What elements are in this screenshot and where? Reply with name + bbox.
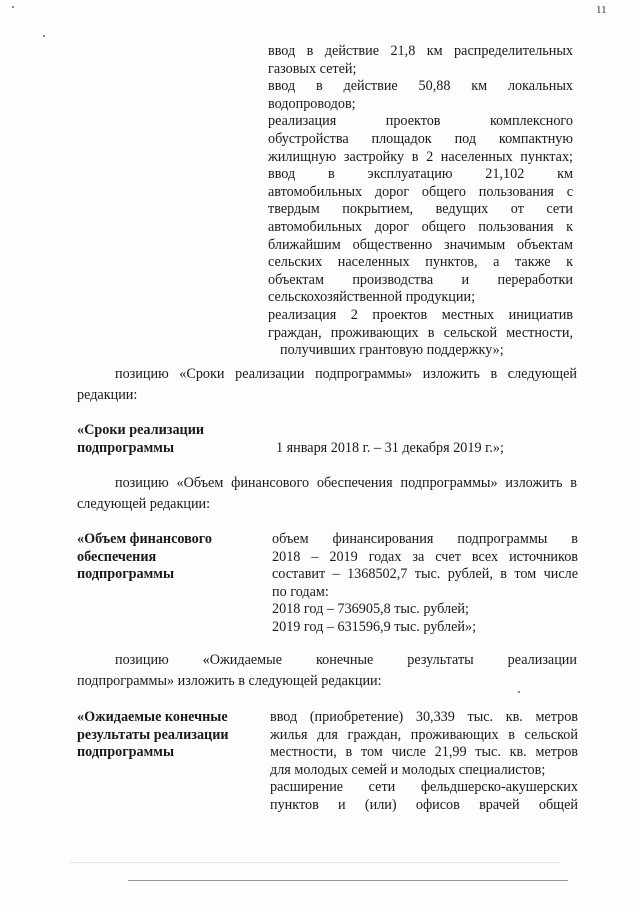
text-line: объектам производства и переработки — [268, 271, 573, 288]
scan-line — [128, 880, 568, 881]
value-line: местности, в том числе 21,99 тыс. кв. метров — [270, 744, 578, 761]
value-line: по годам: — [272, 583, 329, 600]
paragraph-line: следующей редакции: — [77, 496, 211, 512]
text-line: получивших грантовую поддержку»; — [280, 342, 504, 359]
value-line: жилья для граждан, проживающих в сельской — [270, 726, 578, 743]
value-line: расширение сети фельдшерско-акушерских — [270, 779, 578, 796]
label-line: «Сроки реализации — [77, 422, 205, 438]
value-line: 2018 – 2019 годах за счет всех источников — [272, 548, 578, 565]
text-line: ввод в действие 21,8 км распределительных — [268, 43, 573, 59]
text-line: ввод в эксплуатацию 21,102 км — [268, 166, 573, 183]
expected-results-list — [268, 43, 573, 360]
label-line: обеспечения — [77, 548, 157, 565]
value-line: объем финансирования подпрограммы в — [272, 531, 578, 547]
text-line: водопроводов; — [268, 95, 356, 112]
results-label — [77, 709, 267, 762]
paragraph-line: подпрограммы» изложить в следующей редакции: — [77, 673, 382, 689]
value-line: для молодых семей и молодых специалистов; — [270, 761, 546, 778]
text-line: жилищную застройку в 2 населенных пунктах; — [268, 148, 573, 165]
finance-label — [77, 531, 257, 584]
label-line: «Ожидаемые конечные — [77, 709, 228, 725]
paragraph-line: редакции: — [77, 387, 138, 403]
paragraph-line: позицию «Сроки реализации подпрограммы» изложить в следующей — [115, 366, 577, 382]
paragraph-results — [77, 650, 577, 692]
value-line: 2018 год – 736905,8 тыс. рублей; — [272, 601, 469, 618]
terms-label — [77, 422, 257, 457]
text-line: сельских населенных пунктов, а также к — [268, 254, 573, 271]
terms-value: 1 января 2018 г. – 31 декабря 2019 г.»; — [276, 440, 504, 456]
page-number: 11 — [596, 4, 607, 16]
text-line: обустройства площадок под компактную — [268, 130, 573, 147]
text-line: ближайшим общественно значимым объектам — [268, 236, 573, 253]
label-line: подпрограммы — [77, 566, 175, 583]
scan-speck — [518, 691, 520, 693]
finance-value — [272, 531, 578, 637]
label-line: результаты реализации — [77, 726, 229, 743]
results-value — [270, 709, 578, 815]
paragraph-terms — [77, 364, 577, 406]
paragraph-line: позицию «Ожидаемые конечные результаты реализации — [115, 652, 577, 668]
text-line: реализация 2 проектов местных инициатив — [268, 306, 573, 323]
value-line: пунктов и (или) офисов врачей общей — [270, 796, 578, 813]
label-line: подпрограммы — [77, 439, 175, 456]
paragraph-finance — [77, 473, 577, 515]
value-line: составит – 1368502,7 тыс. рублей, в том числе — [272, 566, 578, 583]
scan-speck — [43, 35, 45, 37]
scan-line — [70, 862, 560, 863]
text-line: реализация проектов комплексного — [268, 113, 573, 130]
text-line: автомобильных дорог общего пользования к — [268, 218, 573, 235]
scan-speck — [12, 6, 14, 8]
text-line: сельскохозяйственной продукции; — [268, 289, 476, 306]
value-line: ввод (приобретение) 30,339 тыс. кв. метров — [270, 709, 578, 725]
text-line: твердым покрытием, ведущих от сети — [268, 201, 573, 218]
text-line: газовых сетей; — [268, 60, 357, 77]
value-line: 2019 год – 631596,9 тыс. рублей»; — [272, 618, 477, 635]
text-line: автомобильных дорог общего пользования с — [268, 183, 573, 200]
label-line: «Объем финансового — [77, 531, 212, 547]
paragraph-line: позицию «Объем финансового обеспечения подпрограммы» изложить в — [115, 475, 577, 491]
label-line: подпрограммы — [77, 744, 175, 761]
text-line: граждан, проживающих в сельской местности, — [268, 324, 573, 341]
text-line: ввод в действие 50,88 км локальных — [268, 78, 573, 95]
